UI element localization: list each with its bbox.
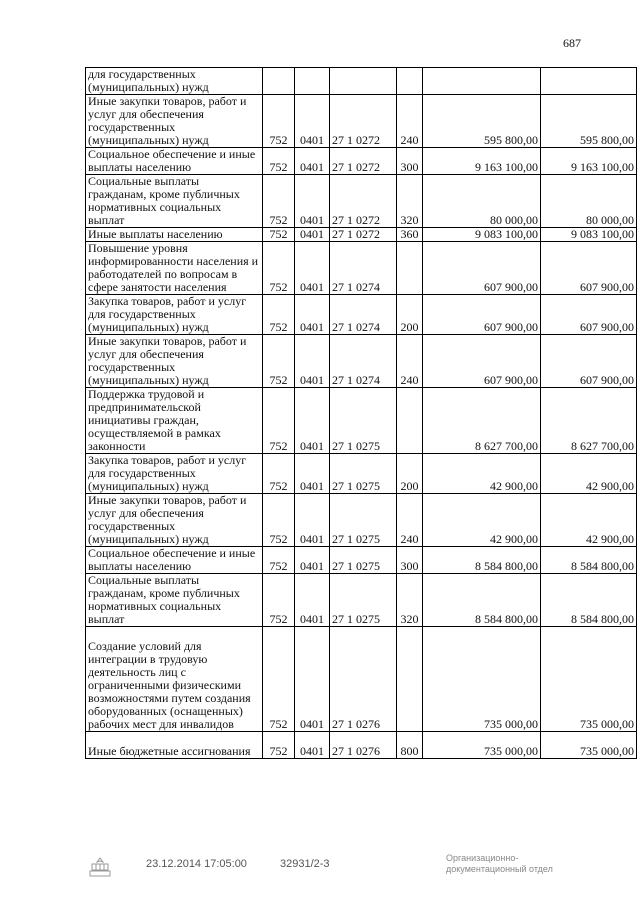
grbs-code: 752 bbox=[263, 95, 295, 148]
amount-final bbox=[541, 68, 637, 95]
grbs-code bbox=[263, 68, 295, 95]
table-row bbox=[86, 242, 637, 295]
target-article-code: 27 1 0275 bbox=[330, 574, 397, 627]
expense-type-code: 240 bbox=[397, 95, 423, 148]
budget-table-body bbox=[86, 68, 637, 759]
item-name: Социальное обеспечение и иные выплаты населению bbox=[86, 547, 263, 574]
grbs-code: 752 bbox=[263, 574, 295, 627]
item-name: Закупка товаров, работ и услуг для государственных (муниципальных) нужд bbox=[86, 295, 263, 335]
grbs-code: 752 bbox=[263, 732, 295, 759]
expense-type-code: 200 bbox=[397, 454, 423, 494]
item-name: Социальные выплаты гражданам, кроме публичных нормативных социальных выплат bbox=[86, 574, 263, 627]
expense-type-code bbox=[397, 388, 423, 454]
expense-type-code bbox=[397, 627, 423, 732]
table-row bbox=[86, 388, 637, 454]
amount-final: 8 584 800,00 bbox=[541, 547, 637, 574]
grbs-code: 752 bbox=[263, 228, 295, 242]
target-article-code bbox=[330, 68, 397, 95]
footer-datetime: 23.12.2014 17:05:00 bbox=[146, 858, 247, 870]
target-article-code: 27 1 0275 bbox=[330, 454, 397, 494]
amount-final: 607 900,00 bbox=[541, 295, 637, 335]
amount-approved: 9 163 100,00 bbox=[423, 148, 541, 175]
amount-approved: 80 000,00 bbox=[423, 175, 541, 228]
section-code: 0401 bbox=[295, 494, 330, 547]
grbs-code: 752 bbox=[263, 454, 295, 494]
item-name: Социальное обеспечение и иные выплаты населению bbox=[86, 148, 263, 175]
footer-doc-number: 32931/2-3 bbox=[280, 858, 330, 870]
amount-final: 607 900,00 bbox=[541, 242, 637, 295]
amount-approved: 607 900,00 bbox=[423, 242, 541, 295]
table-row bbox=[86, 148, 637, 175]
amount-approved: 8 627 700,00 bbox=[423, 388, 541, 454]
grbs-code: 752 bbox=[263, 175, 295, 228]
section-code: 0401 bbox=[295, 732, 330, 759]
section-code: 0401 bbox=[295, 295, 330, 335]
section-code: 0401 bbox=[295, 388, 330, 454]
grbs-code: 752 bbox=[263, 494, 295, 547]
expense-type-code: 320 bbox=[397, 574, 423, 627]
target-article-code: 27 1 0274 bbox=[330, 295, 397, 335]
expense-type-code: 360 bbox=[397, 228, 423, 242]
amount-approved: 8 584 800,00 bbox=[423, 547, 541, 574]
amount-final: 42 900,00 bbox=[541, 494, 637, 547]
table-row bbox=[86, 175, 637, 228]
item-name: Иные закупки товаров, работ и услуг для обеспечения государственных (муниципальных) нужд bbox=[86, 335, 263, 388]
target-article-code: 27 1 0272 bbox=[330, 175, 397, 228]
expense-type-code: 300 bbox=[397, 148, 423, 175]
target-article-code: 27 1 0275 bbox=[330, 494, 397, 547]
amount-approved: 42 900,00 bbox=[423, 494, 541, 547]
grbs-code: 752 bbox=[263, 627, 295, 732]
grbs-code: 752 bbox=[263, 335, 295, 388]
item-name: Повышение уровня информированности населения и работодателей по вопросам в сфере занятости населения bbox=[86, 242, 263, 295]
amount-approved: 9 083 100,00 bbox=[423, 228, 541, 242]
grbs-code: 752 bbox=[263, 242, 295, 295]
emblem-icon bbox=[87, 856, 113, 883]
table-row bbox=[86, 295, 637, 335]
amount-approved: 595 800,00 bbox=[423, 95, 541, 148]
amount-approved bbox=[423, 68, 541, 95]
section-code: 0401 bbox=[295, 547, 330, 574]
expense-type-code: 200 bbox=[397, 295, 423, 335]
section-code: 0401 bbox=[295, 627, 330, 732]
table-row bbox=[86, 95, 637, 148]
item-name: Социальные выплаты гражданам, кроме публичных нормативных социальных выплат bbox=[86, 175, 263, 228]
item-name: для государственных (муниципальных) нужд bbox=[86, 68, 263, 95]
amount-final: 735 000,00 bbox=[541, 627, 637, 732]
section-code: 0401 bbox=[295, 335, 330, 388]
target-article-code: 27 1 0276 bbox=[330, 627, 397, 732]
amount-approved: 42 900,00 bbox=[423, 454, 541, 494]
amount-final: 8 627 700,00 bbox=[541, 388, 637, 454]
table-row bbox=[86, 228, 637, 242]
grbs-code: 752 bbox=[263, 388, 295, 454]
target-article-code: 27 1 0272 bbox=[330, 148, 397, 175]
target-article-code: 27 1 0276 bbox=[330, 732, 397, 759]
table-row bbox=[86, 494, 637, 547]
item-name: Иные закупки товаров, работ и услуг для обеспечения государственных (муниципальных) нужд bbox=[86, 494, 263, 547]
amount-final: 735 000,00 bbox=[541, 732, 637, 759]
footer-organization bbox=[446, 853, 586, 875]
table-row bbox=[86, 627, 637, 732]
amount-final: 80 000,00 bbox=[541, 175, 637, 228]
footer-org-line1: Организационно- bbox=[446, 853, 519, 863]
amount-final: 8 584 800,00 bbox=[541, 574, 637, 627]
amount-approved: 735 000,00 bbox=[423, 732, 541, 759]
expense-type-code: 320 bbox=[397, 175, 423, 228]
section-code bbox=[295, 68, 330, 95]
amount-final: 42 900,00 bbox=[541, 454, 637, 494]
section-code: 0401 bbox=[295, 574, 330, 627]
item-name: Иные бюджетные ассигнования bbox=[86, 732, 263, 759]
expense-type-code: 240 bbox=[397, 335, 423, 388]
target-article-code: 27 1 0274 bbox=[330, 242, 397, 295]
item-name: Поддержка трудовой и предпринимательской инициативы граждан, осуществляемой в рамках законности bbox=[86, 388, 263, 454]
amount-final: 595 800,00 bbox=[541, 95, 637, 148]
grbs-code: 752 bbox=[263, 295, 295, 335]
item-name: Иные закупки товаров, работ и услуг для обеспечения государственных (муниципальных) нужд bbox=[86, 95, 263, 148]
grbs-code: 752 bbox=[263, 547, 295, 574]
expense-type-code bbox=[397, 242, 423, 295]
section-code: 0401 bbox=[295, 242, 330, 295]
amount-final: 9 083 100,00 bbox=[541, 228, 637, 242]
table-row bbox=[86, 335, 637, 388]
item-name: Иные выплаты населению bbox=[86, 228, 263, 242]
amount-final: 9 163 100,00 bbox=[541, 148, 637, 175]
target-article-code: 27 1 0275 bbox=[330, 388, 397, 454]
amount-approved: 735 000,00 bbox=[423, 627, 541, 732]
table-row bbox=[86, 574, 637, 627]
table-row bbox=[86, 454, 637, 494]
grbs-code: 752 bbox=[263, 148, 295, 175]
expense-type-code: 800 bbox=[397, 732, 423, 759]
amount-final: 607 900,00 bbox=[541, 335, 637, 388]
expense-type-code: 240 bbox=[397, 494, 423, 547]
footer-org-line2: документационный отдел bbox=[446, 864, 553, 874]
amount-approved: 8 584 800,00 bbox=[423, 574, 541, 627]
expense-type-code: 300 bbox=[397, 547, 423, 574]
section-code: 0401 bbox=[295, 175, 330, 228]
amount-approved: 607 900,00 bbox=[423, 295, 541, 335]
amount-approved: 607 900,00 bbox=[423, 335, 541, 388]
section-code: 0401 bbox=[295, 95, 330, 148]
section-code: 0401 bbox=[295, 148, 330, 175]
budget-table bbox=[85, 67, 637, 759]
table-row bbox=[86, 547, 637, 574]
section-code: 0401 bbox=[295, 228, 330, 242]
table-row bbox=[86, 732, 637, 759]
item-name: Создание условий для интеграции в трудовую деятельность лиц с ограниченными физическими возможностями путем создания оборудованных (оснащенных) рабочих мест для инвалидов bbox=[86, 627, 263, 732]
target-article-code: 27 1 0272 bbox=[330, 95, 397, 148]
item-name: Закупка товаров, работ и услуг для государственных (муниципальных) нужд bbox=[86, 454, 263, 494]
table-row bbox=[86, 68, 637, 95]
page-number: 687 bbox=[563, 36, 581, 50]
target-article-code: 27 1 0272 bbox=[330, 228, 397, 242]
target-article-code: 27 1 0275 bbox=[330, 547, 397, 574]
target-article-code: 27 1 0274 bbox=[330, 335, 397, 388]
section-code: 0401 bbox=[295, 454, 330, 494]
expense-type-code bbox=[397, 68, 423, 95]
